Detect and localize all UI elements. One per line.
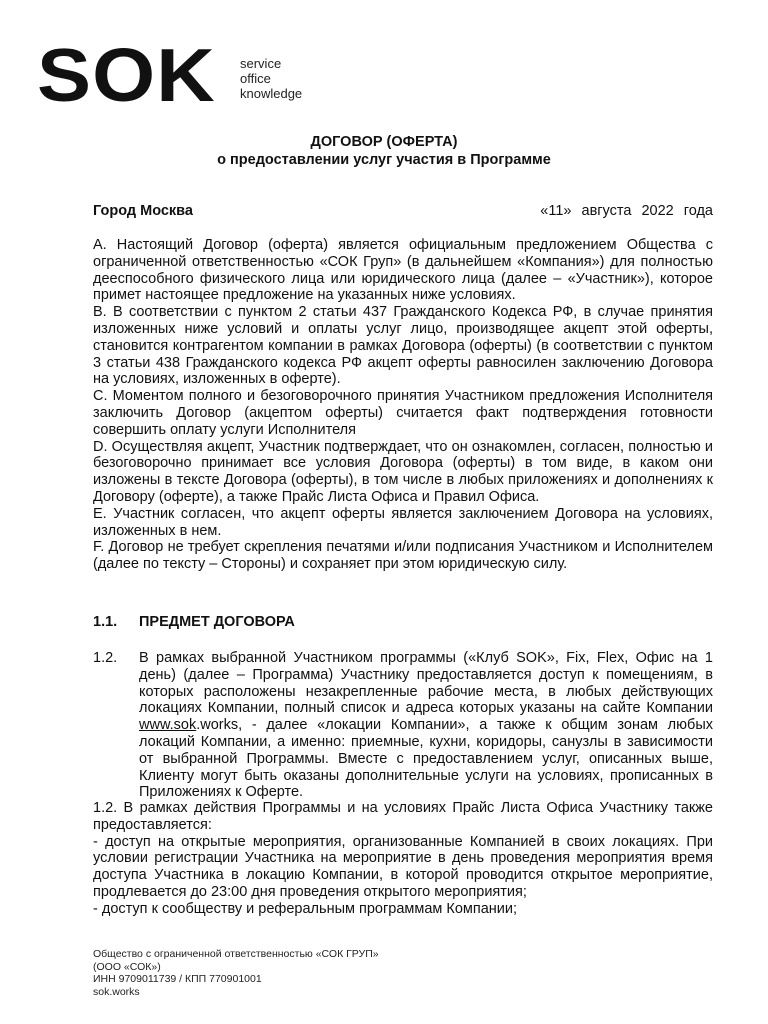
footer-line: ИНН 9709011739 / КПП 770901001 bbox=[93, 973, 262, 985]
preamble-paragraph-d: D. Осуществляя акцепт, Участник подтверждает, что он ознакомлен, согласен, полностью и безоговорочно принимает все условия Договора (оферты) в том виде, в каком они изложены в тексте Договора (оферты), в том числе в любых приложениях и дополнениях к Договору (оферте), а также Прайс Листа Офиса и Правил Офиса. bbox=[93, 438, 713, 505]
preamble bbox=[93, 237, 713, 573]
preamble-paragraph-e: Е. Участник согласен, что акцепт оферты является заключением Договора на условиях, изложенных в нем. bbox=[93, 505, 713, 539]
preamble-paragraph-c: С. Моментом полного и безоговорочного принятия Участником предложения Исполнителя заключить Договор (акцептом оферты) считается факт подтверждения готовности совершить оплату услуги Исполнителя bbox=[93, 388, 713, 438]
date: «11» августа 2022 года bbox=[540, 203, 713, 219]
continuation-paragraph: - доступ на открытые мероприятия, организованные Компанией в своих локациях. При условии регистрации Участника на мероприятие в день проведения мероприятия время доступа Участника в локацию Компании, в которой проводится открытое мероприятие, продлевается до 23:00 дня проведения открытого мероприятия; bbox=[93, 833, 713, 900]
preamble-paragraph-b: В. В соответствии с пунктом 2 статьи 437 Гражданского Кодекса РФ, в случае принятия изложенных ниже условий и оплаты услуг лицо, производящее акцепт этой оферты, становится контрагентом компании в рамках Договора (оферты) (в соответствии с пунктом 3 статьи 438 Гражданского кодекса РФ акцепт оферты равносилен заключению Договора на условиях, изложенных в оферте). bbox=[93, 304, 713, 388]
document-title bbox=[0, 133, 768, 169]
clause-number: 1.2. bbox=[93, 650, 118, 666]
tagline-line: office bbox=[240, 71, 271, 86]
tagline-line: service bbox=[240, 56, 282, 71]
clause-text bbox=[139, 650, 713, 801]
preamble-paragraph-f: F. Договор не требует скрепления печатями и/или подписания Участником и Исполнителем (далее по тексту – Стороны) и сохраняет при этом юридическую силу. bbox=[93, 539, 713, 573]
tagline bbox=[240, 56, 302, 101]
section-title: ПРЕДМЕТ ДОГОВОРА bbox=[139, 614, 295, 630]
section-number: 1.1. bbox=[93, 614, 118, 630]
company-footer bbox=[93, 948, 379, 998]
city: Город Москва bbox=[93, 203, 193, 219]
sok-logo bbox=[37, 33, 216, 117]
website-link[interactable]: www.sok bbox=[139, 717, 197, 734]
footer-line: (ООО «СОК») bbox=[93, 960, 161, 973]
continuation bbox=[93, 800, 713, 918]
preamble-paragraph-a: А. Настоящий Договор (оферта) является официальным предложением Общества с ограниченной ответственностью «СОК Груп» (в дальнейшем «Компания») для полностью дееспособного физического лица или юридического лица (далее – «Участник»), которое примет настоящее предложение на указанных ниже условиях. bbox=[93, 237, 713, 304]
footer-line: Общество с ограниченной ответственностью «СОК ГРУП» bbox=[93, 948, 379, 960]
tagline-line: knowledge bbox=[240, 86, 303, 101]
title-line-1: ДОГОВОР (ОФЕРТА) bbox=[310, 134, 458, 150]
title-line-2: о предоставлении услуг участия в Программе bbox=[217, 152, 551, 168]
section-heading bbox=[93, 614, 295, 630]
clause-text-start: В рамках выбранной Участником программы («Клуб SOK», Fix, Flex, Офис на 1 день) (далее – Программа) Участнику предоставляется доступ к помещениям, в которых расположены незакрепленные рабочие места, в любых действующих локациях Компании, полный список и адреса которых указаны на сайте Компании bbox=[139, 650, 713, 717]
continuation-paragraph: 1.2. В рамках действия Программы и на условиях Прайс Листа Офиса Участнику также предоставляется: bbox=[93, 800, 713, 833]
continuation-paragraph: - доступ к сообществу и реферальным программам Компании; bbox=[93, 900, 518, 917]
logo-wordmark: SOK bbox=[37, 33, 216, 117]
footer-website: sok.works bbox=[93, 985, 140, 998]
clause-text-end: .works, - далее «локации Компании», а также к общим зонам любых локаций Компании, а именно: приемные, кухни, коридоры, санузлы в зависимости от выбранной Программы. Вместе с предоставлением услуг, описанных выше, Клиенту могут быть оказаны дополнительные услуги на условиях, прописанных в Приложениях к Оферте. bbox=[139, 717, 713, 801]
